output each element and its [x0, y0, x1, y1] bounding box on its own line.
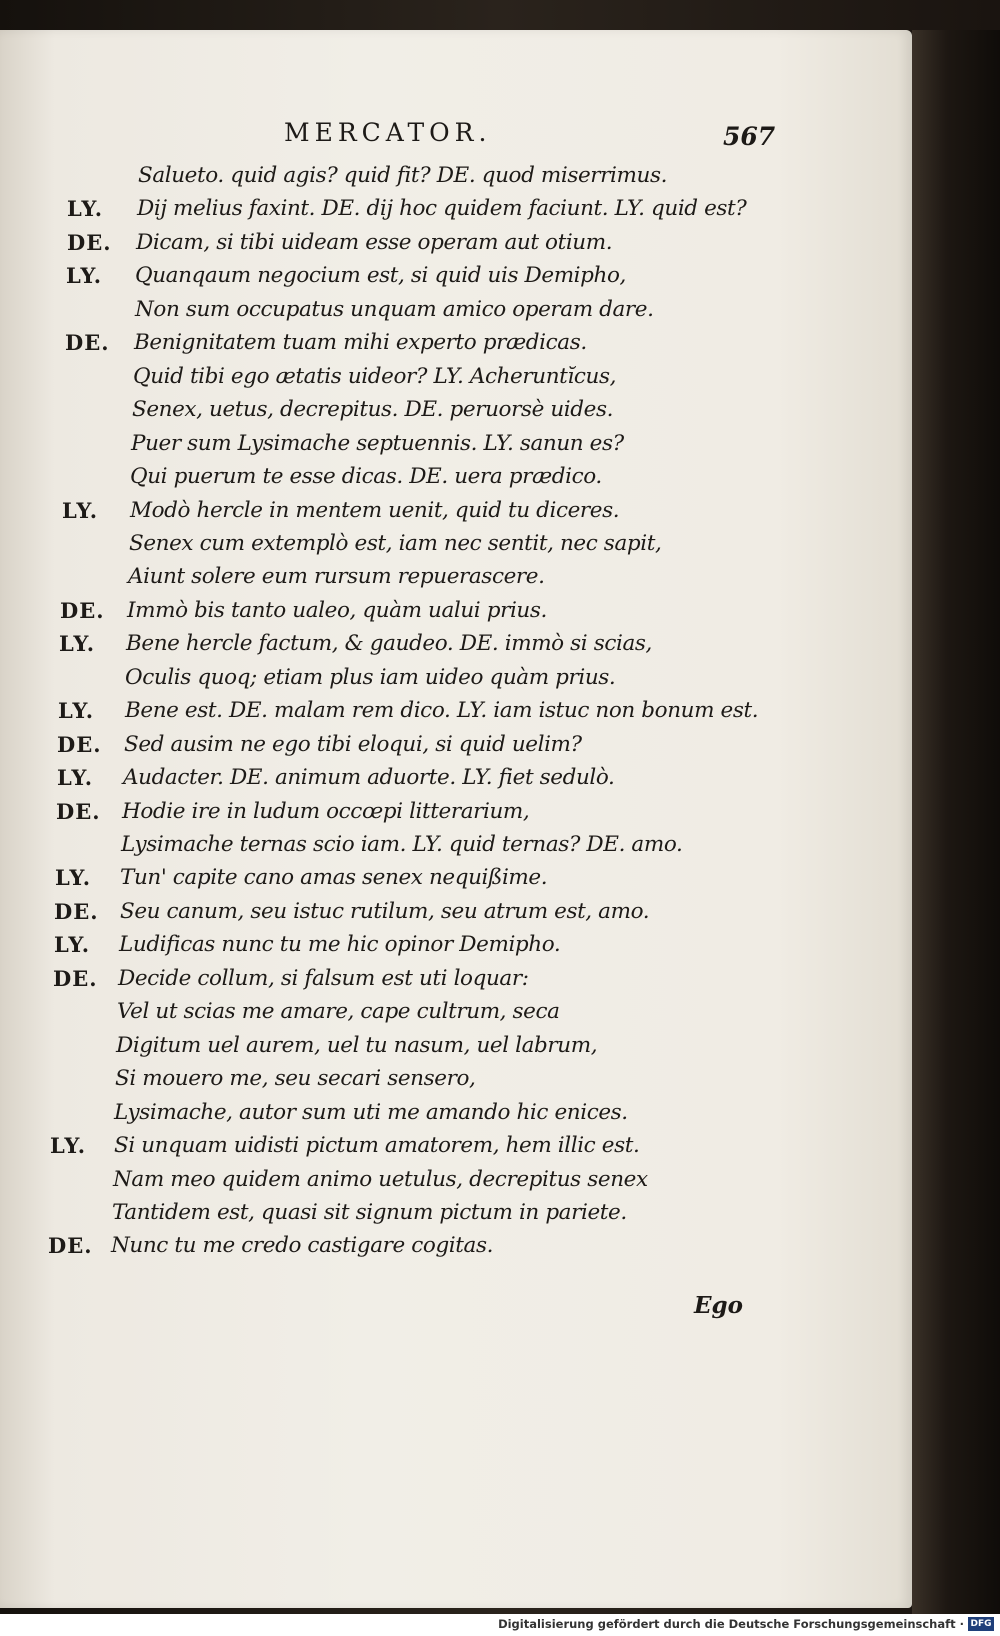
- verse-text: Bene est. DE. malam rem dico. LY. iam istuc non bonum est.: [125, 698, 759, 723]
- page-number: 567: [723, 122, 776, 151]
- verse-line: [0, 828, 900, 862]
- verse-line: [0, 159, 900, 193]
- verse-text: Audacter. DE. animum aduorte. LY. fiet sedulò.: [123, 765, 615, 790]
- verse-text: Puer sum Lysimache septuennis. LY. sanun es?: [131, 431, 624, 456]
- verse-line: [0, 895, 900, 929]
- verse-line: [0, 728, 900, 762]
- running-head: MERCATOR.: [284, 118, 492, 147]
- verse-text: Hodie ire in ludum occœpi litterarium,: [122, 799, 530, 824]
- verse-line: [0, 1096, 900, 1130]
- verse-text: Aiunt solere eum rursum repuerascere.: [128, 564, 545, 589]
- verse-text: Salueto. quid agis? quid fit? DE. quod miserrimus.: [138, 163, 668, 188]
- verse-line: [0, 360, 900, 394]
- verse-text: Nunc tu me credo castigare cogitas.: [111, 1233, 494, 1258]
- verse-line: [0, 393, 900, 427]
- verse-line: [0, 293, 900, 327]
- speaker-label: LY.: [54, 932, 91, 957]
- verse-line: [0, 326, 900, 360]
- speaker-label: DE.: [57, 732, 102, 757]
- verse-text: Dij melius faxint. DE. dij hoc quidem faciunt. LY. quid est?: [137, 196, 747, 221]
- verse-text: Tun' capite cano amas senex nequißime.: [120, 865, 548, 890]
- verse-line: [0, 962, 900, 996]
- verse-text: Quid tibi ego ætatis uideor? LY. Acheruntĭcus,: [133, 364, 617, 389]
- speaker-label: DE.: [54, 899, 99, 924]
- verse-line: [0, 795, 900, 829]
- verse-line: [0, 192, 900, 226]
- verse-text: Modò hercle in mentem uenit, quid tu diceres.: [130, 498, 620, 523]
- speaker-label: LY.: [50, 1133, 87, 1158]
- verse-text: Dicam, si tibi uideam esse operam aut otium.: [136, 230, 613, 255]
- speaker-label: DE.: [67, 230, 112, 255]
- verse-line: [0, 594, 900, 628]
- speaker-label: DE.: [60, 598, 105, 623]
- verse-line: [0, 995, 900, 1029]
- verse-text: Immò bis tanto ualeo, quàm ualui prius.: [127, 598, 547, 623]
- catchword: Ego: [694, 1292, 743, 1319]
- verse-line: [0, 1163, 900, 1197]
- verse-line: [0, 694, 900, 728]
- speaker-label: LY.: [59, 631, 96, 656]
- verse-text: Quanqaum negocium est, si quid uis Demipho,: [135, 263, 626, 288]
- verse-line: [0, 427, 900, 461]
- speaker-label: DE.: [48, 1233, 93, 1258]
- verse-text: Qui puerum te esse dicas. DE. uera prædico.: [130, 464, 602, 489]
- verse-line: [0, 460, 900, 494]
- footer-bar: [0, 1614, 1000, 1636]
- verse-line: [0, 259, 900, 293]
- verse-text: Bene hercle factum, & gaudeo. DE. immò si scias,: [126, 631, 652, 656]
- verse-line: [0, 661, 900, 695]
- verse-text: Tantidem est, quasi sit signum pictum in pariete.: [112, 1200, 627, 1225]
- verse-text: Ludificas nunc tu me hic opinor Demipho.: [119, 932, 561, 957]
- footer-credit: Digitalisierung gefördert durch die Deutsche Forschungsgemeinschaft ·: [498, 1617, 964, 1631]
- verse-line: [0, 627, 900, 661]
- verse-line: [0, 1129, 900, 1163]
- book-gutter-edge: [912, 30, 1000, 1614]
- verse-line: [0, 1229, 900, 1263]
- speaker-label: LY.: [57, 765, 94, 790]
- speaker-label: LY.: [55, 865, 92, 890]
- verse-text: Si mouero me, seu secari sensero,: [115, 1066, 476, 1091]
- verse-line: [0, 1062, 900, 1096]
- dfg-logo-icon: DFG: [968, 1617, 994, 1631]
- verse-line: [0, 761, 900, 795]
- verse-line: [0, 494, 900, 528]
- verse-text: Vel ut scias me amare, cape cultrum, seca: [117, 999, 560, 1024]
- speaker-label: LY.: [67, 196, 104, 221]
- verse-text: Si unquam uidisti pictum amatorem, hem illic est.: [114, 1133, 640, 1158]
- verse-text: Decide collum, si falsum est uti loquar:: [118, 966, 529, 991]
- speaker-label: LY.: [62, 498, 99, 523]
- verse-text: Benignitatem tuam mihi experto prædicas.: [134, 330, 587, 355]
- verse-line: [0, 861, 900, 895]
- verse-line: [0, 1029, 900, 1063]
- verse-line: [0, 560, 900, 594]
- speaker-label: DE.: [56, 799, 101, 824]
- verse-text: Senex cum extemplò est, iam nec sentit, nec sapit,: [129, 531, 662, 556]
- speaker-label: LY.: [58, 698, 95, 723]
- speaker-label: LY.: [66, 263, 103, 288]
- verse-text: Seu canum, seu istuc rutilum, seu atrum est, amo.: [120, 899, 650, 924]
- speaker-label: DE.: [65, 330, 110, 355]
- verse-text: Lysimache ternas scio iam. LY. quid ternas? DE. amo.: [121, 832, 683, 857]
- verse-text: Non sum occupatus unquam amico operam dare.: [135, 297, 654, 322]
- verse-line: [0, 226, 900, 260]
- verse-line: [0, 1196, 900, 1230]
- verse-text: Nam meo quidem animo uetulus, decrepitus senex: [113, 1167, 648, 1192]
- verse-text: Digitum uel aurem, uel tu nasum, uel labrum,: [116, 1033, 598, 1058]
- verse-text: Sed ausim ne ego tibi eloqui, si quid uelim?: [124, 732, 582, 757]
- verse-line: [0, 928, 900, 962]
- verse-text: Lysimache, autor sum uti me amando hic enices.: [114, 1100, 628, 1125]
- speaker-label: DE.: [53, 966, 98, 991]
- verse-line: [0, 527, 900, 561]
- verse-text: Oculis quoq; etiam plus iam uideo quàm prius.: [125, 665, 616, 690]
- verse-text: Senex, uetus, decrepitus. DE. peruorsè uides.: [132, 397, 614, 422]
